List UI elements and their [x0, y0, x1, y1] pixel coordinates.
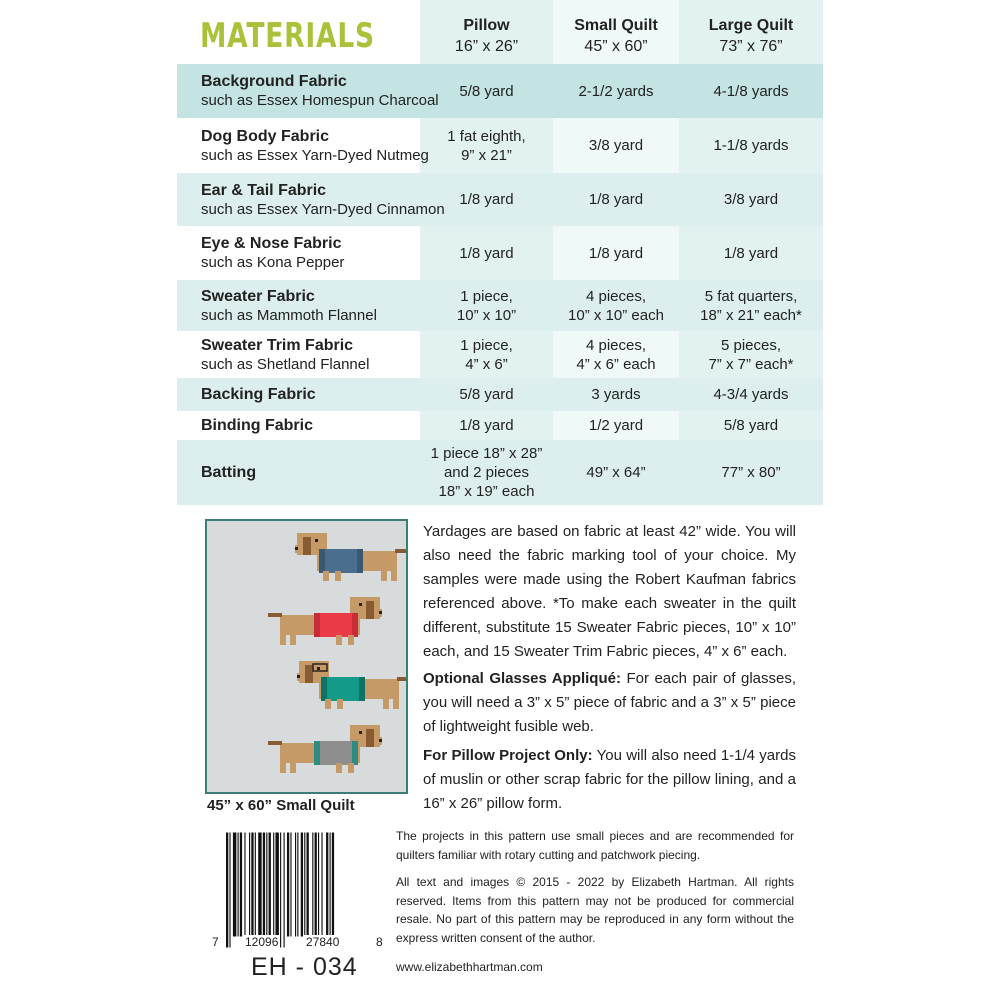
note-glasses-heading: Optional Glasses Appliqué: — [423, 670, 621, 687]
cell-value: 5/8 yard — [723, 417, 779, 434]
barcode-bar — [332, 833, 334, 948]
material-name: Eye & Nose Fabric — [201, 235, 342, 252]
dog-leg — [336, 635, 342, 645]
row-label — [201, 416, 313, 435]
col-head-size: 73” x 76” — [719, 38, 783, 55]
dog-leg — [348, 763, 354, 773]
dog-leg — [323, 571, 329, 581]
dog-leg — [325, 699, 331, 709]
cell-pillow — [420, 173, 553, 226]
cell-value: 3 yards — [591, 386, 641, 403]
cell-large — [679, 378, 823, 411]
dog-leg — [337, 699, 343, 709]
cell-value: 1/8 yard — [459, 244, 514, 262]
cell-small — [553, 280, 679, 331]
barcode-bar — [318, 833, 319, 937]
dog-nose — [297, 675, 300, 678]
cell-large — [679, 173, 823, 226]
dog-figure — [268, 597, 382, 645]
cell-value: 77” x 80” — [721, 464, 781, 481]
barcode-bar — [266, 833, 267, 937]
dog-tail — [397, 677, 406, 681]
barcode-bar — [312, 833, 313, 937]
barcode-bar — [295, 833, 296, 937]
col-head-size: 45” x 60” — [584, 38, 648, 55]
dog-figure — [295, 533, 406, 581]
cell-value: 4-3/4 yards — [713, 386, 789, 403]
barcode-bar — [330, 833, 331, 937]
barcode-bar — [315, 833, 317, 937]
cell-large — [679, 411, 823, 440]
material-note: such as Essex Yarn-Dyed Cinnamon — [201, 200, 445, 218]
col-head-pillow — [420, 15, 553, 57]
dog-ear — [366, 729, 374, 747]
cell-pillow — [420, 226, 553, 280]
cell-value: 4-1/8 yards — [713, 82, 789, 100]
cell-value: 2-1/2 yards — [578, 82, 654, 100]
cell-value: 1/8 yard — [459, 191, 514, 208]
dog-eye — [359, 603, 362, 606]
dog-eye — [359, 731, 362, 734]
footer-copyright: All text and images © 2015 - 2022 by Elizabeth Hartman. All rights reserved. Items from this pattern may not be produced for commercial resale. No part of this pattern may be reproduced in any form without the express written consent of the author. — [396, 875, 794, 945]
dog-leg — [348, 635, 354, 645]
cell-value: 5/8 yard — [459, 82, 514, 100]
dog-tail — [395, 549, 406, 553]
col-head-large-quilt — [679, 15, 823, 57]
dog-leg — [391, 571, 397, 581]
material-name: Batting — [201, 464, 257, 481]
barcode-bar — [269, 833, 271, 937]
cell-pillow — [420, 411, 553, 440]
cell-pillow — [420, 280, 553, 331]
cell-value: 4 pieces, 10” x 10” each — [568, 287, 664, 324]
cell-value: 1 piece, 10” x 10” — [456, 287, 517, 324]
material-note: such as Shetland Flannel — [201, 355, 370, 373]
cell-large — [679, 118, 823, 173]
barcode-digits-right: 27840 — [306, 935, 340, 949]
note-yardage: Yardages are based on fabric at least 42” wide. You will also need the fabric marking tool of your choice. My samples were made using the Robert Kaufman fabrics referenced above. *To make each sweater in the quilt different, substitute 15 Sweater Fabric pieces, 10” x 10” each, and 15 Sweater Trim Fabric pieces, 4” x 6” each. — [423, 523, 796, 660]
cell-pillow — [420, 378, 553, 411]
barcode-bar — [244, 833, 245, 937]
dog-leg — [336, 763, 342, 773]
barcode-bar — [287, 833, 289, 937]
cell-small — [553, 331, 679, 378]
dog-leg — [290, 763, 296, 773]
barcode-bar — [297, 833, 298, 937]
cell-large — [679, 64, 823, 118]
footer-website-link[interactable]: www.elizabethhartman.com — [396, 960, 543, 974]
dog-sweater-trim — [359, 677, 365, 701]
dog-nose — [295, 547, 298, 550]
quilt-caption: 45” x 60” Small Quilt — [207, 797, 355, 814]
dog-leg — [280, 635, 286, 645]
barcode-bar — [275, 833, 278, 937]
cell-value: 5 pieces, 7” x 7” each* — [708, 336, 794, 373]
barcode-bar — [238, 833, 239, 937]
cell-large — [679, 440, 823, 505]
dog-leg — [393, 699, 399, 709]
dog-ear — [366, 601, 374, 619]
material-note: such as Kona Pepper — [201, 254, 345, 271]
barcode-bar — [273, 833, 274, 937]
cell-value: 1/8 yard — [723, 244, 779, 262]
col-head-name: Pillow — [463, 17, 510, 34]
cell-value: 3/8 yard — [588, 137, 644, 154]
barcode-bar — [307, 833, 309, 937]
materials-title: MATERIALS — [200, 16, 375, 56]
barcode-bar — [240, 833, 242, 937]
material-name: Ear & Tail Fabric — [201, 181, 327, 199]
row-label — [201, 463, 256, 482]
cell-value: 5 fat quarters, 18” x 21” each* — [700, 287, 802, 324]
cell-pillow — [420, 64, 553, 118]
dog-sweater-trim — [314, 741, 320, 765]
cell-value: 49” x 64” — [586, 464, 646, 481]
barcode-bar — [249, 833, 250, 937]
material-name: Sweater Trim Fabric — [201, 336, 354, 354]
dog-sweater-trim — [314, 613, 320, 637]
material-name: Background Fabric — [201, 73, 347, 90]
quilt-svg — [207, 521, 406, 792]
barcode-bar — [226, 833, 228, 948]
barcode-bar — [258, 833, 261, 937]
barcode-digit-last: 8 — [376, 935, 383, 949]
small-quilt-illustration — [205, 519, 408, 794]
dog-sweater-trim — [321, 677, 327, 701]
note-pillow-text: You will also need 1-1/4 yards of muslin or other scrap fabric for the pillow lining, and a 16” x 26” pillow form. — [423, 747, 796, 812]
barcode-bar — [255, 833, 256, 937]
cell-large — [679, 331, 823, 378]
cell-large — [679, 226, 823, 280]
note-pillow-heading: For Pillow Project Only: — [423, 747, 593, 764]
col-head-name: Large Quilt — [708, 17, 794, 34]
note-glasses-text: For each pair of glasses, you will need a 3” x 5” piece of fabric and a 3” x 5” piece of lightweight fusible web. — [423, 670, 797, 735]
barcode-bar — [233, 833, 236, 937]
dog-leg — [280, 763, 286, 773]
dog-leg — [290, 635, 296, 645]
dog-eye — [315, 539, 318, 542]
dog-sweater-trim — [319, 549, 325, 573]
material-note: such as Mammoth Flannel — [201, 306, 377, 324]
cell-value: 1 piece 18” x 28” and 2 pieces 18” x 19” each — [430, 445, 543, 500]
cell-value: 1-1/8 yards — [713, 137, 789, 154]
footer-skill-note: The projects in this pattern use small pieces and are recommended for quilters familiar with rotary cutting and patchwork piecing. — [396, 829, 794, 862]
cell-pillow — [420, 118, 553, 173]
row-label — [201, 234, 344, 272]
dog-leg — [383, 699, 389, 709]
col-head-name: Small Quilt — [574, 17, 658, 34]
dog-sweater-trim — [352, 741, 358, 765]
barcode-bar — [301, 833, 303, 937]
cell-small — [553, 378, 679, 411]
row-label — [201, 127, 429, 165]
cell-pillow — [420, 440, 553, 505]
barcode-bar — [229, 833, 230, 948]
barcode-bar — [251, 833, 253, 937]
cell-value: 1/8 yard — [588, 191, 644, 208]
barcode-bar — [280, 833, 281, 948]
material-name: Backing Fabric — [201, 386, 316, 403]
dog-nose — [379, 611, 382, 614]
barcode-bar — [326, 833, 328, 937]
dog-ear — [305, 665, 313, 683]
cell-small — [553, 118, 679, 173]
cell-small — [553, 411, 679, 440]
barcode-bar — [304, 833, 305, 937]
material-name: Sweater Fabric — [201, 287, 315, 305]
cell-large — [679, 280, 823, 331]
cell-value: 4 pieces, 4” x 6” each — [576, 336, 656, 373]
cell-value: 1 piece, 4” x 6” — [460, 336, 513, 373]
material-name: Dog Body Fabric — [201, 127, 330, 145]
cell-small — [553, 440, 679, 505]
dog-figure — [297, 661, 406, 709]
cell-value: 5/8 yard — [459, 386, 514, 403]
dog-ear — [303, 537, 311, 555]
dog-tail — [268, 741, 282, 745]
row-label — [201, 181, 445, 219]
material-note: such as Essex Yarn-Dyed Nutmeg — [201, 146, 429, 164]
col-head-size: 16” x 26” — [454, 38, 519, 55]
note-glasses — [423, 667, 796, 739]
col-head-small-quilt — [553, 15, 679, 57]
material-note: such as Essex Homespun Charcoal — [201, 92, 439, 109]
row-label — [201, 336, 369, 374]
cell-small — [553, 64, 679, 118]
dog-leg — [335, 571, 341, 581]
dog-nose — [379, 739, 382, 742]
barcode-bar — [284, 833, 285, 948]
row-label — [201, 72, 439, 110]
dog-figure — [268, 725, 382, 773]
material-name: Binding Fabric — [201, 417, 313, 434]
row-label — [201, 287, 377, 325]
dog-eye — [317, 667, 320, 670]
cell-pillow — [420, 331, 553, 378]
dog-leg — [381, 571, 387, 581]
barcode-bar — [321, 833, 322, 937]
dog-tail — [268, 613, 282, 617]
pattern-code: EH - 034 — [251, 953, 358, 981]
cell-value: 1/8 yard — [588, 244, 644, 262]
dog-sweater-trim — [357, 549, 363, 573]
note-pillow — [423, 744, 796, 816]
dog-sweater-trim — [352, 613, 358, 637]
row-label — [201, 385, 316, 404]
barcode-bar — [290, 833, 291, 937]
cell-value: 3/8 yard — [723, 191, 779, 208]
barcode-bar — [263, 833, 265, 937]
cell-small — [553, 173, 679, 226]
barcode-digit-first: 7 — [212, 935, 219, 949]
cell-value: 1/8 yard — [459, 417, 514, 434]
cell-value: 1/2 yard — [588, 417, 644, 434]
cell-value: 1 fat eighth, 9” x 21” — [447, 127, 526, 164]
barcode-digits-left: 12096 — [245, 935, 279, 949]
cell-small — [553, 226, 679, 280]
